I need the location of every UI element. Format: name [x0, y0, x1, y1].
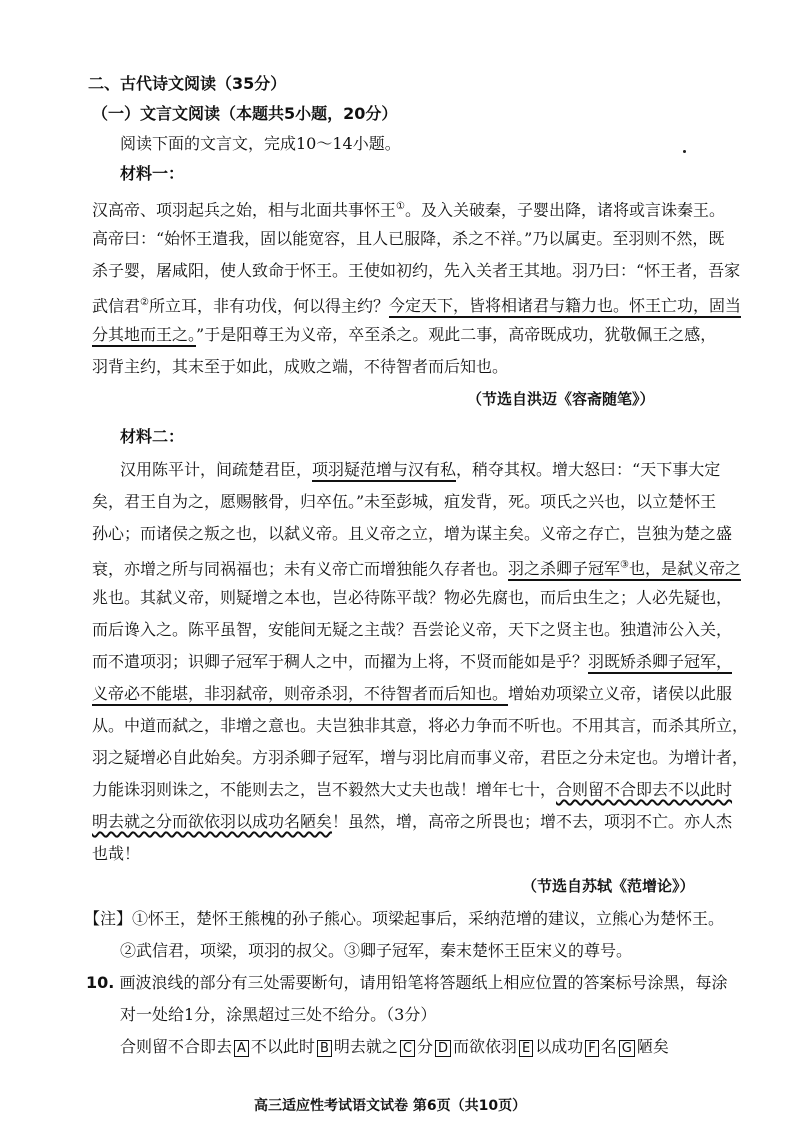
footnote-ref-2: ② [140, 297, 149, 308]
m1-l1-tail: 。及入关破秦，子婴出降，诸将或言诛秦王。 [404, 200, 725, 220]
answer-box-B[interactable]: B [317, 1040, 332, 1057]
footnote-ref-3: ③ [620, 560, 629, 571]
material2-line3: 孙心；而诸侯之叛之也，以弑义帝。且义帝之立，增为谋主矣。义帝之存亡，岂独为楚之盛 [92, 524, 733, 543]
answer-box-D[interactable]: D [435, 1040, 451, 1057]
question10-line1 [86, 973, 727, 993]
material1-line5 [92, 325, 716, 345]
answer-box-G[interactable]: G [619, 1040, 635, 1057]
m2-l8-b: 增始劝项梁立义帝，诸侯以此服 [508, 684, 733, 703]
m2-underlined-4: 义帝必不能堪，非羽弑帝，则帝杀羽，不待智者而后知也。 [92, 684, 508, 706]
m2-wavy-1: 合则留不合即去不以此时 [556, 780, 733, 799]
m2-underlined-1: 项羽疑范增与汉有私 [312, 460, 456, 482]
material2-line4 [92, 556, 741, 579]
m2-l7-a: 而不遣项羽；识卿子冠军于稠人之中，而擢为上将，不贤而能如是乎？ [92, 652, 589, 671]
material2-line9: 从。中道而弑之，非增之意也。夫岂独非其意，将必力争而不听也。不用其言，而杀其所立， [92, 716, 749, 735]
question10-line2: 对一处给1分，涂黑超过三处不给分。（3分） [120, 1005, 437, 1024]
material2-line12 [92, 812, 732, 832]
material1-line1 [92, 197, 725, 220]
option-seg-6: 名 [600, 1037, 617, 1056]
option-seg-5: 以成功 [535, 1037, 584, 1056]
question10-text1: 画波浪线的部分有三处需要断句，请用铅笔将答题纸上相应位置的答案标号涂黑，每涂 [119, 973, 728, 992]
material1-source: （节选自洪迈《容斋随笔》） [467, 390, 655, 408]
material2-label: 材料二： [120, 427, 185, 446]
answer-box-A[interactable]: A [234, 1040, 249, 1057]
material2-line13: 也哉！ [92, 844, 141, 863]
m2-underlined-2 [508, 559, 741, 581]
material2-line6: 而后谗入之。陈平虽智，安能间无疑之主哉？吾尝论义帝，天下之贤主也。独遣沛公入关， [92, 620, 733, 639]
option-seg-0: 合则留不合即去 [120, 1037, 233, 1056]
material1-line6: 羽背主约，其末至于如此，成败之端，不待智者而后知也。 [92, 357, 509, 376]
notes-line2: ②武信君，项梁，项羽的叔父。③卿子冠军，秦末楚怀王臣宋义的尊号。 [120, 941, 633, 960]
material2-line5: 兆也。其弑义帝，则疑增之本也，岂必待陈平哉？物必先腐也，而后虫生之；人必先疑也， [92, 588, 733, 607]
m1-l1-text: 汉高帝、项羽起兵之始，相与北面共事怀王 [92, 200, 397, 220]
material1-line2: 高帝曰：“始怀王遣我，固以能宽容，且人已服降，杀之不祥。”乃以属吏。至羽则不然，既 [92, 229, 725, 248]
stray-dot [683, 150, 686, 153]
m2-l4-u2: 也，是弑义帝之 [629, 559, 742, 579]
material2-line8 [92, 684, 732, 704]
option-seg-4: 而欲依羽 [452, 1037, 517, 1056]
m2-underlined-3: 羽既矫杀卿子冠军， [588, 652, 732, 674]
m1-l4-b: 所立耳，非有功伐，何以得主约？ [148, 296, 389, 316]
m2-l1-b: ，稍夺其权。增大怒曰：“天下事大定 [456, 460, 721, 479]
question10-options [120, 1037, 669, 1057]
m1-l4-a: 武信君 [92, 296, 141, 316]
m1-underlined-2: 分其地而王之。 [92, 325, 196, 347]
section-subtitle: （一）文言文阅读（本题共5小题，20分） [92, 104, 398, 123]
material2-line11 [92, 780, 732, 800]
m2-wavy-2: 明去就之分而欲依羽以成功名陋矣 [92, 812, 333, 831]
option-seg-7: 陋矣 [636, 1037, 669, 1056]
section-title: 二、古代诗文阅读（35分） [88, 74, 287, 93]
material1-label: 材料一： [120, 164, 185, 183]
option-seg-2: 明去就之 [333, 1037, 398, 1056]
m2-l11-a: 力能诛羽则诛之，不能则去之，岂不毅然大丈夫也哉！增年七十， [92, 780, 557, 799]
option-seg-3: 分 [416, 1037, 433, 1056]
material1-line3: 杀子婴，屠咸阳，使人致命于怀王。王使如初约，先入关者王其地。羽乃曰：“怀王者，吾家 [92, 261, 741, 280]
m2-l4-a: 衰，亦增之所与同祸福也；未有义帝亡而增独能久存者也。 [92, 559, 509, 579]
instruction: 阅读下面的文言文，完成10～14小题。 [120, 134, 401, 153]
answer-box-E[interactable]: E [519, 1040, 533, 1057]
material1-line4 [92, 293, 741, 316]
m1-underlined-1: 今定天下，皆将相诸君与籍力也。怀王亡功，固当 [389, 296, 741, 318]
footnote-ref-1: ① [396, 201, 405, 212]
m2-l1-a: 汉用陈平计，间疏楚君臣， [120, 460, 313, 479]
option-seg-1: 不以此时 [250, 1037, 315, 1056]
question-number: 10. [86, 973, 115, 992]
m2-l12-b: ！虽然，增，高帝之所畏也；增不去，项羽不亡。亦人杰 [332, 812, 733, 831]
material2-line2: 矣，君王自为之，愿赐骸骨，归卒伍。”未至彭城，疽发背，死。项氏之兴也，以立楚怀王 [92, 492, 717, 511]
answer-box-C[interactable]: C [400, 1040, 415, 1057]
m2-l4-u1: 羽之杀卿子冠军 [508, 559, 621, 579]
material2-source: （节选自苏轼《范增论》） [522, 877, 695, 895]
notes-line1: 【注】①怀王，楚怀王熊槐的孙子熊心。项梁起事后，采纳范增的建议，立熊心为楚怀王。 [84, 909, 725, 928]
material2-line10: 羽之疑增必自此始矣。方羽杀卿子冠军，增与羽比肩而事义帝，君臣之分未定也。为增计者， [92, 748, 749, 767]
answer-box-F[interactable]: F [585, 1040, 598, 1057]
material2-line1 [120, 460, 720, 480]
m1-l5-b: ”于是阳尊王为义帝，卒至杀之。观此二事，高帝既成功，犹敬佩王之感， [196, 325, 717, 344]
page-footer: 高三适应性考试语文试卷 第6页（共10页） [254, 1098, 527, 1114]
material2-line7 [92, 652, 732, 672]
